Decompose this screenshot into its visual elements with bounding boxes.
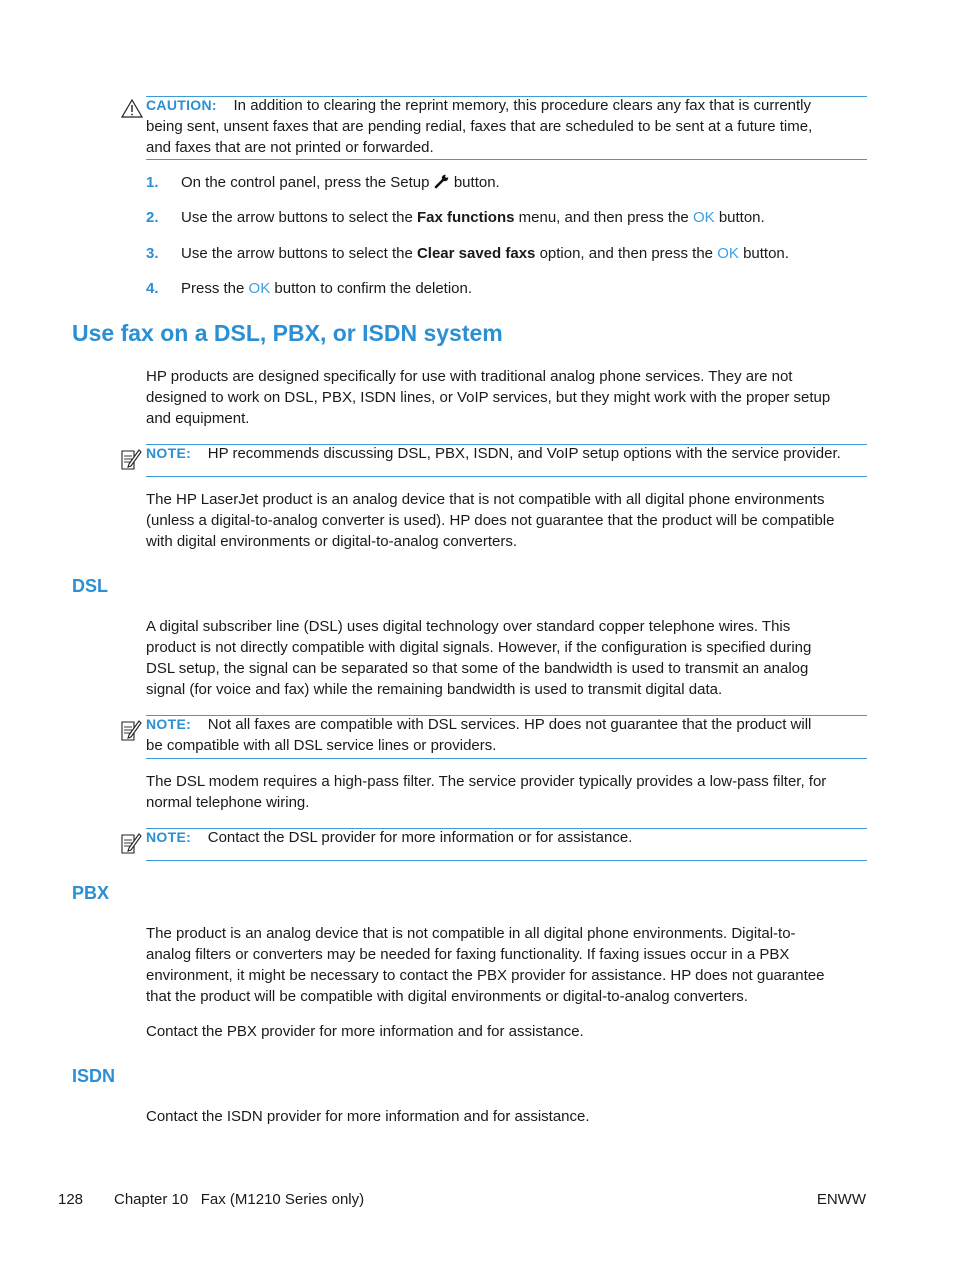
dsl-heading: DSL <box>72 576 108 596</box>
dsl-modem-paragraph <box>146 771 866 813</box>
note1-bottom-rule <box>146 476 867 477</box>
note-label: NOTE: <box>146 829 192 845</box>
pbx-paragraph <box>146 923 866 1007</box>
modem-line: The DSL modem requires a high-pass filter. The service provider typically provides a low-pass filter, for <box>146 773 827 790</box>
step-3 <box>146 243 866 264</box>
dsl-line: product is not directly compatible with digital signals. However, if the configuration is specified during <box>146 639 812 656</box>
pbx-line: The product is an analog device that is not compatible in all digital phone environments. Digital-to- <box>146 925 796 942</box>
caution-line-3: and faxes that are not printed or forwarded. <box>146 139 434 156</box>
note-text-line-2: be compatible with all DSL service lines or providers. <box>146 737 497 754</box>
footer-page-number: 128 <box>58 1191 84 1208</box>
step-text-mid: option, and then press the <box>539 245 714 262</box>
step-text: On the control panel, press the Setup <box>181 174 430 191</box>
step-text: Press the <box>181 280 245 297</box>
pbx-line: analog filters or converters may be needed for faxing functionality. If faxing issues occur in a PBX <box>146 946 790 963</box>
step-text: Use the arrow buttons to select the <box>181 209 413 226</box>
intro-line: HP products are designed specifically for use with traditional analog phone services. They are not <box>146 368 793 385</box>
step-text-end: button. <box>453 174 500 191</box>
caution-bottom-rule <box>146 159 867 160</box>
dsl-paragraph <box>146 616 866 700</box>
dsl-line: DSL setup, the signal can be separated so that some of the bandwidth is used to transmit an analog <box>146 660 809 677</box>
laserjet-line: The HP LaserJet product is an analog device that is not compatible with all digital phone environments <box>146 491 825 508</box>
laserjet-line: with digital environments or digital-to-analog converters. <box>146 533 518 550</box>
pbx-contact: Contact the PBX provider for more information and for assistance. <box>146 1023 584 1040</box>
step-text-end: button. <box>718 209 765 226</box>
footer-right-label: ENWW <box>816 1191 866 1208</box>
note2-bottom-rule <box>146 758 867 759</box>
laserjet-line: (unless a digital-to-analog converter is used). HP does not guarantee that the product will be compatible <box>146 512 835 529</box>
pbx-heading: PBX <box>72 883 110 903</box>
note1 <box>146 443 866 464</box>
caution-text <box>146 95 866 158</box>
note-pencil-icon <box>120 718 142 742</box>
dsl-line: signal (for voice and fax) while the remaining bandwidth is used to transmit digital data. <box>146 681 723 698</box>
caution-line-2: being sent, unsent faxes that are pending redial, faxes that are scheduled to be sent at a future time, <box>146 118 813 135</box>
step-text-end: button to confirm the deletion. <box>274 280 473 297</box>
step-number: 2. <box>146 209 159 226</box>
step-text-end: button. <box>743 245 789 262</box>
intro-line: designed to work on DSL, PBX, ISDN lines, or VoIP services, but they might work with the proper setup <box>146 389 831 406</box>
intro-paragraph <box>146 366 866 429</box>
menu-name-fax-functions: Fax functions <box>416 209 515 226</box>
note-label: NOTE: <box>146 716 192 732</box>
note-pencil-icon <box>120 447 142 471</box>
note-text: Not all faxes are compatible with DSL services. HP does not guarantee that the product will <box>207 716 812 733</box>
note2 <box>146 714 866 756</box>
note-label: NOTE: <box>146 445 192 461</box>
ok-button-ref: OK <box>717 245 739 262</box>
isdn-heading: ISDN <box>72 1066 116 1086</box>
step-text: Use the arrow buttons to select the <box>181 245 413 262</box>
step-1 <box>146 172 866 193</box>
section-title: Use fax on a DSL, PBX, or ISDN system <box>72 320 503 346</box>
note3-bottom-rule <box>146 860 867 861</box>
dsl-line: A digital subscriber line (DSL) uses digital technology over standard copper telephone wires. This <box>146 618 791 635</box>
note-text: Contact the DSL provider for more information or for assistance. <box>207 829 633 846</box>
caution-line-1: In addition to clearing the reprint memory, this procedure clears any fax that is currently <box>233 97 812 114</box>
step-4 <box>146 278 866 299</box>
pbx-line: environment, it might be necessary to contact the PBX provider for assistance. HP does not guarantee <box>146 967 825 984</box>
pbx-line: that the product will be compatible with digital environments or digital-to-analog converters. <box>146 988 748 1005</box>
step-number: 3. <box>146 245 159 262</box>
caution-label: CAUTION: <box>146 97 217 113</box>
step-text-mid: menu, and then press the <box>518 209 689 226</box>
note-text: HP recommends discussing DSL, PBX, ISDN, and VoIP setup options with the service provider. <box>207 445 841 462</box>
option-name-clear-saved-faxs: Clear saved faxs <box>416 245 536 262</box>
caution-triangle-icon <box>121 99 143 118</box>
note-pencil-icon <box>120 831 142 855</box>
step-number: 4. <box>146 280 159 297</box>
step-number: 1. <box>146 174 159 191</box>
modem-line: normal telephone wiring. <box>146 794 310 811</box>
ok-button-ref: OK <box>248 280 271 297</box>
wrench-setup-icon <box>434 174 450 189</box>
ok-button-ref: OK <box>692 209 715 226</box>
laserjet-paragraph <box>146 489 866 552</box>
isdn-contact: Contact the ISDN provider for more information and for assistance. <box>146 1108 590 1125</box>
intro-line: and equipment. <box>146 410 250 427</box>
step-2 <box>146 207 866 228</box>
note3 <box>146 827 866 848</box>
footer-chapter: Chapter 10 Fax (M1210 Series only) <box>114 1191 365 1208</box>
